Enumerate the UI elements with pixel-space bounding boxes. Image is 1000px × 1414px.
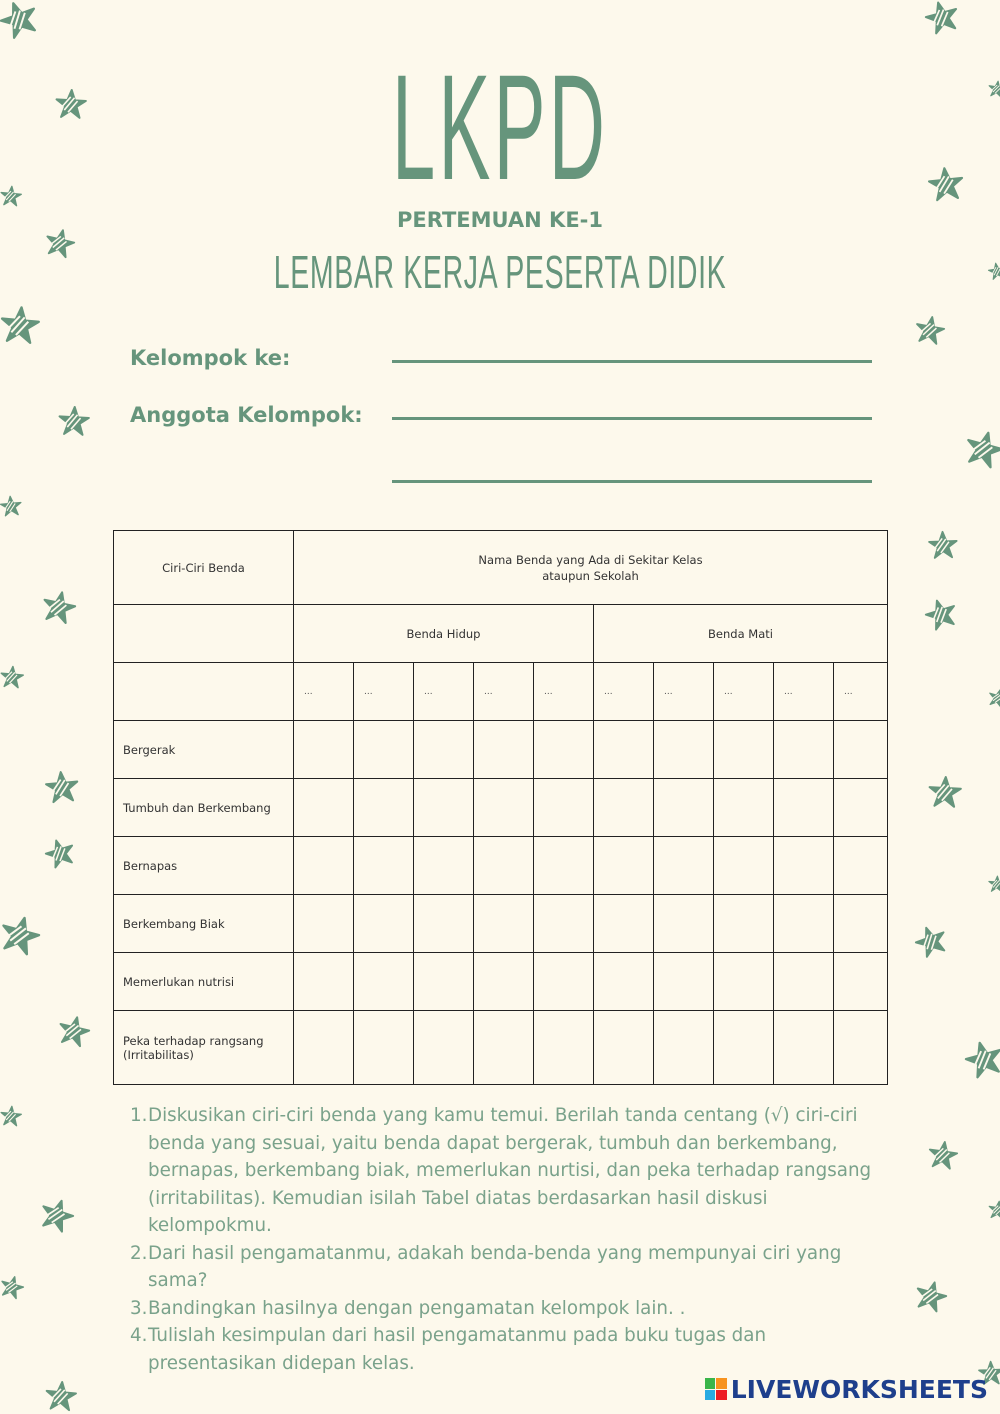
blank-cell (114, 605, 294, 663)
check-cell[interactable] (474, 779, 534, 837)
check-cell[interactable] (834, 779, 888, 837)
star-icon (44, 769, 81, 806)
star-icon (41, 834, 78, 871)
star-icon (0, 184, 23, 208)
trait-label: Tumbuh dan Berkembang (114, 779, 294, 837)
group-label: Kelompok ke: (130, 346, 291, 370)
star-icon (927, 529, 958, 560)
star-icon (54, 87, 88, 121)
instruction-number: 3. (130, 1297, 148, 1319)
instruction-item (130, 1295, 890, 1323)
header-living-things: Benda Hidup (294, 605, 594, 663)
object-name-cell[interactable]: ... (774, 663, 834, 721)
star-icon (0, 664, 25, 690)
check-cell[interactable] (294, 895, 354, 953)
star-icon (910, 920, 951, 961)
instruction-text: Diskusikan ciri-ciri benda yang kamu temui. Berilah tanda centang (√) ciri-ciri benda yang sesuai, yaitu benda dapat bergerak, tumbuh dan berkembang, bernapas, berkembang biak, memerlukan nurtisi, dan peka terhadap rangsang (irritabilitas). Kemudian isilah Tabel diatas berdasarkan hasil diskusi kelompokmu. (148, 1105, 872, 1236)
star-icon (0, 494, 23, 518)
table-row (114, 953, 888, 1011)
star-icon (0, 911, 44, 960)
check-cell[interactable] (474, 1011, 534, 1085)
check-cell[interactable] (834, 953, 888, 1011)
star-icon (44, 1379, 79, 1414)
check-cell[interactable] (534, 1011, 594, 1085)
check-cell[interactable] (414, 721, 474, 779)
check-cell[interactable] (654, 721, 714, 779)
check-cell[interactable] (294, 779, 354, 837)
check-cell[interactable] (834, 1011, 888, 1085)
object-name-cell[interactable]: ... (354, 663, 414, 721)
check-cell[interactable] (414, 837, 474, 895)
check-cell[interactable] (834, 721, 888, 779)
blank-cell (114, 663, 294, 721)
check-cell[interactable] (714, 895, 774, 953)
check-cell[interactable] (594, 837, 654, 895)
star-icon (987, 79, 1000, 99)
brand-text: LIVEWORKSHEETS (730, 1374, 988, 1404)
star-icon (0, 1272, 27, 1301)
check-cell[interactable] (354, 953, 414, 1011)
object-name-cell[interactable]: ... (474, 663, 534, 721)
trait-label: Berkembang Biak (114, 895, 294, 953)
trait-label: Peka terhadap rangsang (Irritabilitas) (114, 1011, 294, 1085)
star-icon (55, 1012, 93, 1050)
instructions-list (130, 1102, 890, 1377)
check-cell[interactable] (414, 779, 474, 837)
check-cell[interactable] (354, 721, 414, 779)
star-icon (927, 774, 963, 810)
check-cell[interactable] (594, 895, 654, 953)
check-cell[interactable] (354, 837, 414, 895)
trait-label: Bernapas (114, 837, 294, 895)
check-cell[interactable] (474, 721, 534, 779)
instruction-number: 4. (130, 1325, 148, 1346)
check-cell[interactable] (774, 721, 834, 779)
star-icon (913, 313, 948, 348)
header-object-names-line1: Nama Benda yang Ada di Sekitar Kelas (478, 552, 703, 567)
check-cell[interactable] (414, 1011, 474, 1085)
check-cell[interactable] (534, 779, 594, 837)
check-cell[interactable] (294, 953, 354, 1011)
header-characteristics: Ciri-Ciri Benda (114, 531, 294, 605)
instruction-text: Bandingkan hasilnya dengan pengamatan kelompok lain. . (148, 1297, 686, 1319)
star-icon (0, 0, 43, 43)
check-cell[interactable] (714, 837, 774, 895)
star-icon (961, 1036, 1000, 1083)
instruction-number: 2. (130, 1242, 148, 1264)
header-nonliving-things: Benda Mati (594, 605, 888, 663)
check-cell[interactable] (654, 895, 714, 953)
check-cell[interactable] (594, 779, 654, 837)
star-icon (926, 164, 966, 204)
star-icon (0, 1104, 23, 1128)
star-icon (926, 1138, 960, 1172)
object-name-cell[interactable]: ... (834, 663, 888, 721)
check-cell[interactable] (534, 895, 594, 953)
check-cell[interactable] (714, 721, 774, 779)
table-row (114, 837, 888, 895)
check-cell[interactable] (834, 895, 888, 953)
instruction-item (130, 1322, 890, 1377)
instruction-text: Dari hasil pengamatanmu, adakah benda-benda yang mempunyai ciri yang sama? (148, 1242, 842, 1291)
star-icon (988, 875, 1000, 894)
object-name-cell[interactable]: ... (654, 663, 714, 721)
header-object-names (294, 531, 888, 605)
star-icon (921, 0, 963, 38)
check-cell[interactable] (774, 953, 834, 1011)
object-name-cell[interactable]: ... (414, 663, 474, 721)
check-cell[interactable] (414, 953, 474, 1011)
object-name-cell[interactable]: ... (534, 663, 594, 721)
check-cell[interactable] (594, 721, 654, 779)
check-cell[interactable] (774, 895, 834, 953)
trait-label: Bergerak (114, 721, 294, 779)
check-cell[interactable] (534, 721, 594, 779)
check-cell[interactable] (834, 837, 888, 895)
header-object-names-line2: ataupun Sekolah (542, 568, 639, 583)
check-cell[interactable] (534, 953, 594, 1011)
table-row (114, 1011, 888, 1085)
check-cell[interactable] (414, 895, 474, 953)
check-cell[interactable] (354, 895, 414, 953)
check-cell[interactable] (774, 837, 834, 895)
liveworksheets-logo-icon (705, 1378, 727, 1400)
check-cell[interactable] (594, 1011, 654, 1085)
check-cell[interactable] (654, 1011, 714, 1085)
liveworksheets-brand (705, 1372, 988, 1406)
star-icon (57, 404, 91, 438)
page-heading: LEMBAR KERJA PESERTA DIDIK (273, 246, 727, 298)
instruction-item (130, 1102, 890, 1240)
star-icon (986, 686, 1000, 711)
check-cell[interactable] (474, 953, 534, 1011)
star-icon (39, 587, 79, 627)
check-cell[interactable] (774, 1011, 834, 1085)
trait-label: Memerlukan nutrisi (114, 953, 294, 1011)
check-cell[interactable] (294, 1011, 354, 1085)
table-row (114, 779, 888, 837)
check-cell[interactable] (354, 779, 414, 837)
group-input-line[interactable] (392, 360, 872, 363)
instruction-item (130, 1240, 890, 1295)
star-icon (987, 1199, 1000, 1222)
star-icon (911, 1276, 950, 1315)
worksheet-table (113, 530, 888, 1085)
object-name-cell[interactable]: ... (294, 663, 354, 721)
table-row (114, 895, 888, 953)
star-icon (921, 594, 961, 634)
instruction-number: 1. (130, 1105, 148, 1126)
check-cell[interactable] (774, 779, 834, 837)
instruction-text: Tulislah kesimpulan dari hasil pengamatanmu pada buku tugas dan presentasikan didepan kelas. (148, 1325, 767, 1374)
star-icon (987, 261, 1000, 282)
check-cell[interactable] (294, 721, 354, 779)
page-subtitle: PERTEMUAN KE-1 (396, 208, 604, 232)
check-cell[interactable] (714, 779, 774, 837)
check-cell[interactable] (714, 1011, 774, 1085)
star-icon (36, 1194, 79, 1237)
members-input-line-1[interactable] (392, 417, 872, 420)
star-icon (0, 303, 42, 346)
check-cell[interactable] (534, 837, 594, 895)
check-cell[interactable] (474, 895, 534, 953)
object-name-cell[interactable]: ... (594, 663, 654, 721)
check-cell[interactable] (654, 779, 714, 837)
page-title: LKPD (391, 43, 609, 211)
star-icon (961, 426, 1000, 473)
members-input-line-2[interactable] (392, 480, 872, 483)
check-cell[interactable] (714, 953, 774, 1011)
check-cell[interactable] (654, 953, 714, 1011)
check-cell[interactable] (594, 953, 654, 1011)
check-cell[interactable] (654, 837, 714, 895)
check-cell[interactable] (294, 837, 354, 895)
object-name-cell[interactable]: ... (714, 663, 774, 721)
check-cell[interactable] (474, 837, 534, 895)
check-cell[interactable] (354, 1011, 414, 1085)
table-row (114, 721, 888, 779)
members-label: Anggota Kelompok: (130, 403, 363, 427)
